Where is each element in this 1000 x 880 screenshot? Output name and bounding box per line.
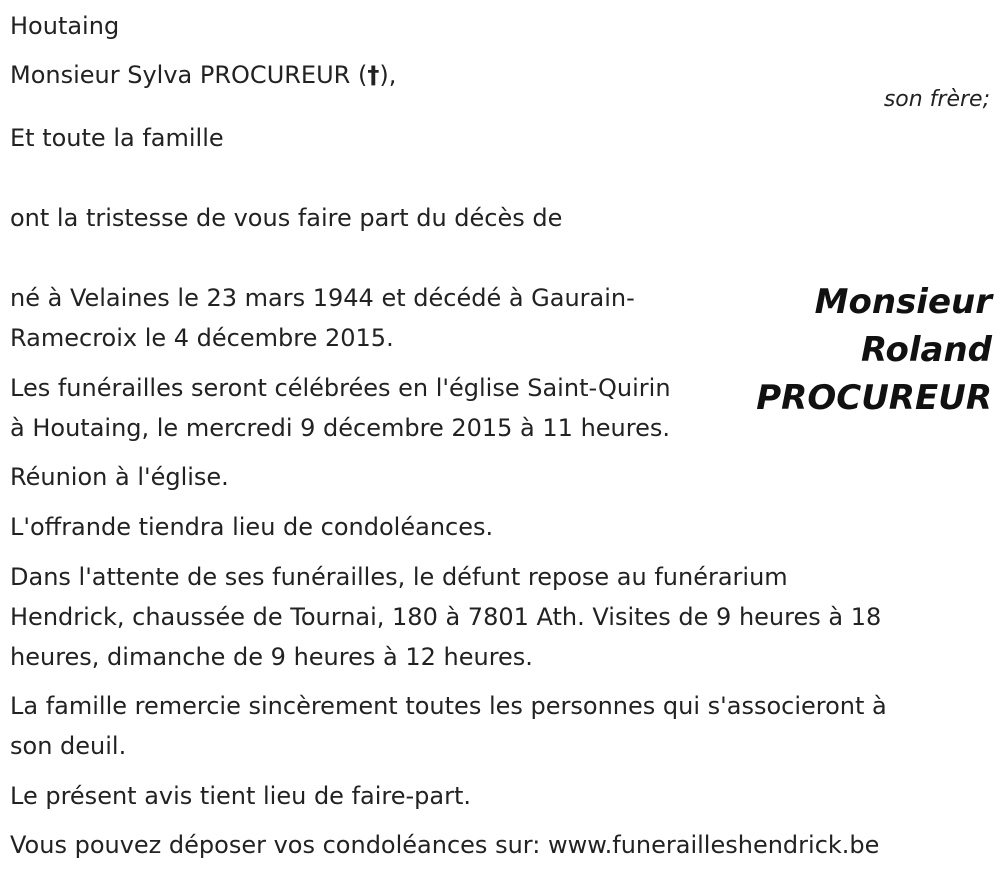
deceased-first-name: Roland <box>861 330 992 370</box>
birth-death-line: Ramecroix le 4 décembre 2015. <box>10 324 394 352</box>
place-name: Houtaing <box>10 12 120 40</box>
deceased-name <box>732 278 992 422</box>
meeting-line: Réunion à l'église. <box>10 463 229 491</box>
brother-name-text: Monsieur Sylva PROCUREUR ( <box>10 61 368 89</box>
cross-icon: † <box>367 61 380 89</box>
offering-line: L'offrande tiendra lieu de condoléances. <box>10 513 494 541</box>
announcement-line: ont la tristesse de vous faire part du décès de <box>10 204 563 232</box>
visitation-line: heures, dimanche de 9 heures à 12 heures. <box>10 643 533 671</box>
deceased-last-name: PROCUREUR <box>756 378 992 418</box>
birth-death-paragraph <box>10 278 635 358</box>
condolences-line <box>10 825 879 865</box>
condolences-link[interactable]: www.funerailleshendrick.be <box>547 831 880 859</box>
funeral-paragraph <box>10 368 671 448</box>
thanks-line: La famille remercie sincèrement toutes les personnes qui s'associeront à <box>10 692 887 720</box>
notice-replaces-line: Le présent avis tient lieu de faire-part. <box>10 782 472 810</box>
visitation-line: Hendrick, chaussée de Tournai, 180 à 7801 Ath. Visites de 9 heures à 18 <box>10 603 882 631</box>
brother-name-suffix: ), <box>379 61 397 89</box>
visitation-line: Dans l'attente de ses funérailles, le défunt repose au funérarium <box>10 563 788 591</box>
thanks-paragraph <box>10 686 887 766</box>
thanks-line: son deuil. <box>10 732 127 760</box>
family-line: Et toute la famille <box>10 124 224 152</box>
visitation-paragraph <box>10 557 881 677</box>
deceased-title: Monsieur <box>814 282 992 322</box>
birth-death-line: né à Velaines le 23 mars 1944 et décédé à Gaurain- <box>10 284 635 312</box>
funeral-line: à Houtaing, le mercredi 9 décembre 2015 à 11 heures. <box>10 414 670 442</box>
brother-role: son frère; <box>883 87 990 112</box>
condolences-text: Vous pouvez déposer vos condoléances sur: <box>10 831 548 859</box>
funeral-line: Les funérailles seront célébrées en l'église Saint-Quirin <box>10 374 671 402</box>
brother-name <box>10 55 396 95</box>
